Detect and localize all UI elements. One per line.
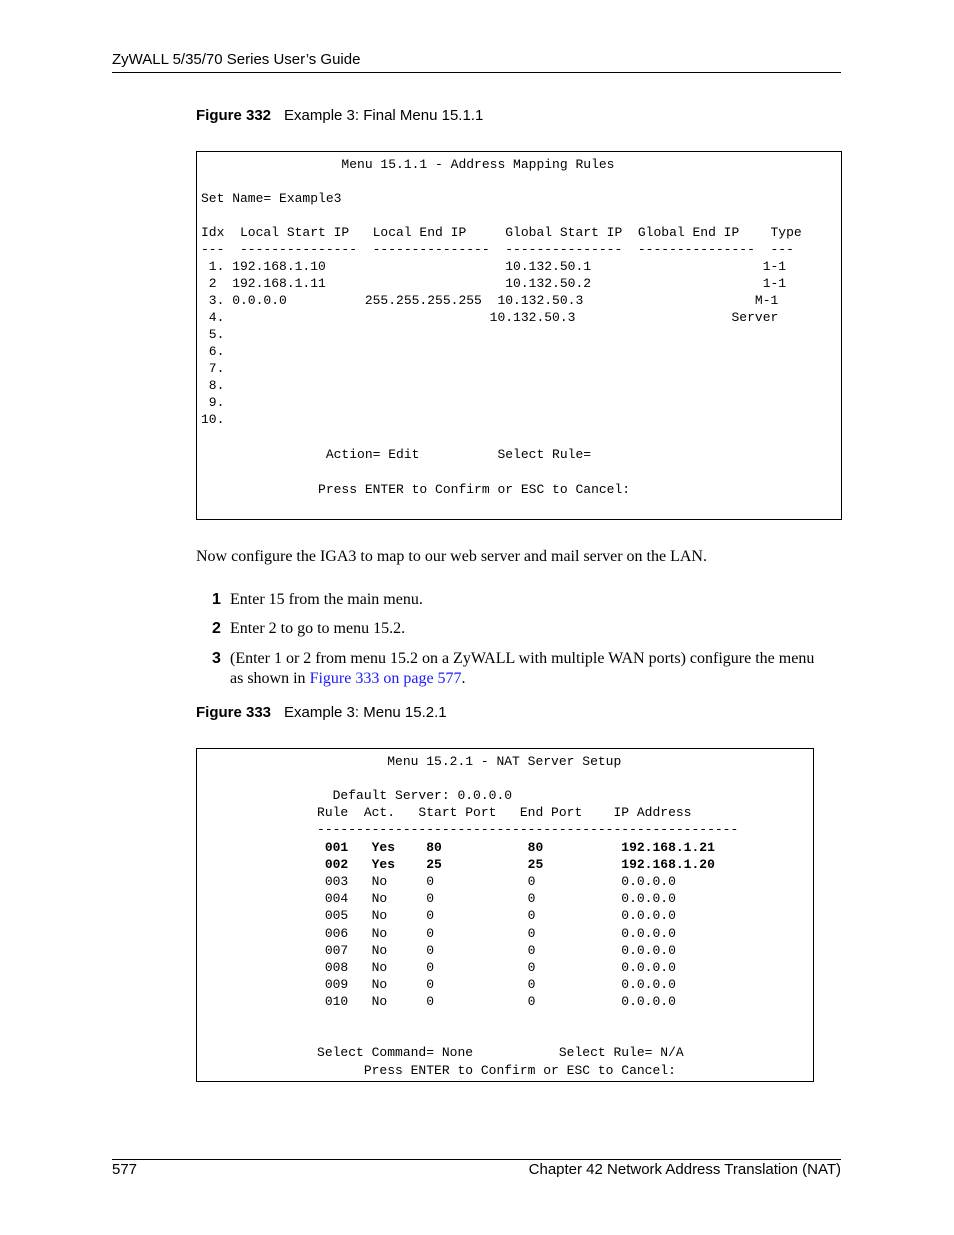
menu-line: Action= Edit Select Rule=: [201, 447, 592, 462]
figure-333-label: Figure 333: [196, 704, 272, 721]
menu-line: 9.: [201, 395, 225, 410]
menu-line: Idx Local Start IP Local End IP Global Start IP Global End IP Type: [201, 225, 802, 240]
menu-line: 4. 10.132.50.3 Server: [201, 310, 779, 325]
menu-line: 3. 0.0.0.0 255.255.255.255 10.132.50.3 M-1: [201, 293, 779, 308]
body-paragraph: Now configure the IGA3 to map to our web server and mail server on the LAN.: [196, 548, 707, 565]
menu-line: Press ENTER to Confirm or ESC to Cancel:: [201, 482, 631, 497]
figure-332-caption: [196, 107, 483, 124]
table-row: 002 Yes 25 25 192.168.1.20: [200, 857, 715, 873]
table-row: 005 No 0 0 0.0.0.0: [200, 908, 676, 924]
column-header-line: Rule Act. Start Port End Port IP Address: [200, 805, 692, 820]
figure-333-title: Example 3: Menu 15.2.1: [284, 704, 447, 721]
separator-line: ------------------------------------------------------: [200, 822, 739, 837]
step-text-part: (Enter 1 or 2 from menu 15.2 on a ZyWALL with multiple WAN ports) configure the menu as shown in: [230, 650, 815, 687]
footer-rule: [112, 1159, 841, 1160]
table-row: 004 No 0 0 0.0.0.0: [200, 891, 676, 907]
table-row: 010 No 0 0 0.0.0.0: [200, 993, 676, 1009]
figure-332-title: Example 3: Final Menu 15.1.1: [284, 107, 484, 124]
step-number: 3: [212, 650, 221, 667]
table-row: 009 No 0 0 0.0.0.0: [200, 976, 676, 992]
menu-title-line: Menu 15.2.1 - NAT Server Setup: [200, 754, 622, 769]
chapter-title: Chapter 42 Network Address Translation (NAT): [528, 1161, 841, 1178]
menu-15-1-1-screen: [196, 151, 842, 520]
select-command-line: Select Command= None Select Rule= N/A: [200, 1045, 684, 1060]
table-row: 008 No 0 0 0.0.0.0: [200, 959, 676, 975]
menu-line: 5.: [201, 327, 225, 342]
default-server-line: Default Server: 0.0.0.0: [200, 788, 513, 803]
header-rule: [112, 72, 841, 73]
menu-line: 1. 192.168.1.10 10.132.50.1 1-1: [201, 259, 787, 274]
step-text: Enter 2 to go to menu 15.2.: [230, 620, 406, 637]
table-row: 003 No 0 0 0.0.0.0: [200, 874, 676, 890]
menu-line: 6.: [201, 344, 225, 359]
step-text-part: .: [461, 670, 466, 687]
menu-line: 7.: [201, 361, 225, 376]
figure-333-link[interactable]: Figure 333 on page 577: [309, 670, 462, 687]
table-row: 001 Yes 80 80 192.168.1.21: [200, 840, 715, 855]
step-number: 1: [212, 591, 221, 608]
menu-line: --- --------------- --------------- --------------- --------------- ---: [201, 242, 794, 257]
step-text: Enter 15 from the main menu.: [230, 591, 423, 608]
figure-332-label: Figure 332: [196, 107, 272, 124]
figure-333-caption: [196, 704, 447, 721]
step-number: 2: [212, 620, 221, 637]
table-row: 007 No 0 0 0.0.0.0: [200, 942, 676, 958]
menu-line: 2 192.168.1.11 10.132.50.2 1-1: [201, 276, 787, 291]
running-header: ZyWALL 5/35/70 Series User’s Guide: [112, 51, 361, 68]
menu-line: Menu 15.1.1 - Address Mapping Rules: [201, 157, 615, 172]
menu-line: Set Name= Example3: [201, 191, 342, 206]
menu-line: 8.: [201, 378, 225, 393]
menu-15-2-1-screen: [196, 748, 814, 1082]
step-text: [230, 649, 830, 689]
table-row: 006 No 0 0 0.0.0.0: [200, 925, 676, 941]
page-number: 577: [112, 1161, 138, 1178]
press-enter-line: Press ENTER to Confirm or ESC to Cancel:: [200, 1063, 676, 1078]
menu-line: 10.: [201, 412, 225, 427]
